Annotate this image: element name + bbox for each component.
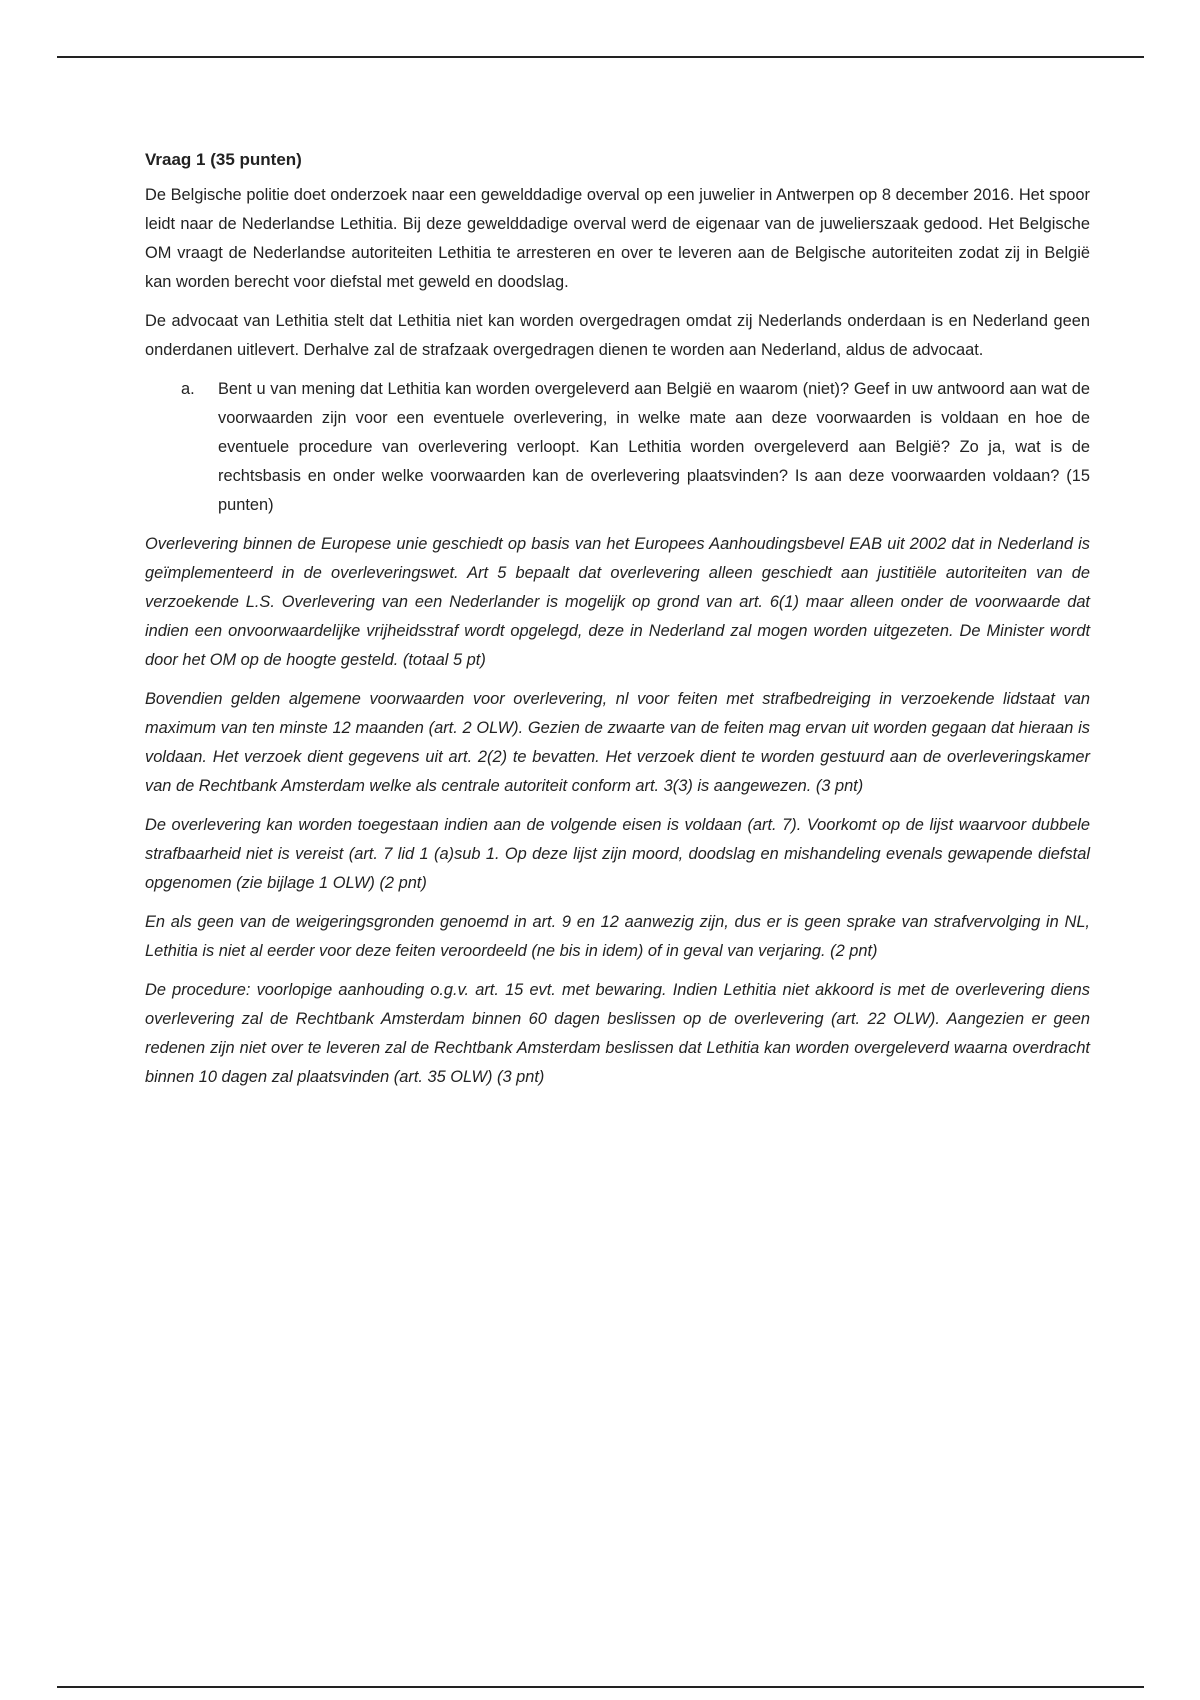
question-heading: Vraag 1 (35 punten) <box>145 150 302 169</box>
sub-question-label: a. <box>181 380 195 398</box>
sub-question-a <box>145 375 1090 520</box>
answer-paragraph-2: Bovendien gelden algemene voorwaarden voor overlevering, nl voor feiten met strafbedreiging in verzoekende lidstaat van maximum van ten minste 12 maanden (art. 2 OLW). Gezien de zwaarte van de feiten mag ervan uit worden gegaan dat hieraan is voldaan. Het verzoek dient gegevens uit art. 2(2) te bevatten. Het verzoek dient te worden gestuurd aan de overleveringskamer van de Rechtbank Amsterdam welke als centrale autoriteit conform art. 3(3) is aangewezen. (3 pnt) <box>145 690 1090 795</box>
answer-paragraph-3: De overlevering kan worden toegestaan indien aan de volgende eisen is voldaan (art. 7). Voorkomt op de lijst waarvoor dubbele strafbaarheid niet is vereist (art. 7 lid 1 (a)sub 1. Op deze lijst zijn moord, doodslag en mishandeling evenals gewapende diefstal opgenomen (zie bijlage 1 OLW) (2 pnt) <box>145 816 1090 892</box>
intro-paragraph-1: De Belgische politie doet onderzoek naar een gewelddadige overval op een juwelier in Antwerpen op 8 december 2016. Het spoor leidt naar de Nederlandse Lethitia. Bij deze gewelddadige overval werd de eigenaar van de juwelierszaak gedood. Het Belgische OM vraagt de Nederlandse autoriteiten Lethitia te arresteren en over te leveren aan de Belgische autoriteiten zodat zij in België kan worden berecht voor diefstal met geweld en doodslag. <box>145 186 1090 291</box>
answer-paragraph-4: En als geen van de weigeringsgronden genoemd in art. 9 en 12 aanwezig zijn, dus er is geen sprake van strafvervolging in NL, Lethitia is niet al eerder voor deze feiten veroordeeld (ne bis in idem) of in geval van verjaring. (2 pnt) <box>145 913 1090 960</box>
answer-paragraph-1: Overlevering binnen de Europese unie geschiedt op basis van het Europees Aanhoudingsbevel EAB uit 2002 dat in Nederland is geïmplementeerd in de overleveringswet. Art 5 bepaalt dat overlevering alleen geschiedt aan justitiële autoriteiten van de verzoekende L.S. Overlevering van een Nederlander is mogelijk op grond van art. 6(1) maar alleen onder de voorwaarde dat indien een onvoorwaardelijke vrijheidsstraf wordt opgelegd, deze in Nederland zal mogen worden uitgezeten. De Minister wordt door het OM op de hoogte gesteld. (totaal 5 pt) <box>145 535 1090 669</box>
sub-question-text: Bent u van mening dat Lethitia kan worden overgeleverd aan België en waarom (niet)? Geef in uw antwoord aan wat de voorwaarden zijn voor een eventuele overlevering, in welke mate aan deze voorwaarden is voldaan en hoe de eventuele procedure van overlevering verloopt. Kan Lethitia worden overgeleverd aan België? Zo ja, wat is de rechtsbasis en onder welke voorwaarden kan de overlevering plaatsvinden? Is aan deze voorwaarden voldaan? (15 punten) <box>218 380 1090 514</box>
intro-paragraph-2: De advocaat van Lethitia stelt dat Lethitia niet kan worden overgedragen omdat zij Nederlands onderdaan is en Nederland geen onderdanen uitlevert. Derhalve zal de strafzaak overgedragen dienen te worden aan Nederland, aldus de advocaat. <box>145 312 1090 359</box>
document-body <box>145 146 1090 1102</box>
answer-paragraph-5: De procedure: voorlopige aanhouding o.g.v. art. 15 evt. met bewaring. Indien Lethitia niet akkoord is met de overlevering diens overlevering zal de Rechtbank Amsterdam binnen 60 dagen beslissen op de overlevering (art. 22 OLW). Aangezien er geen redenen zijn niet over te leveren zal de Rechtbank Amsterdam beslissen dat Lethitia kan worden overgeleverd waarna overdracht binnen 10 dagen zal plaatsvinden (art. 35 OLW) (3 pnt) <box>145 981 1090 1086</box>
header-rule <box>57 56 1144 58</box>
footer-rule <box>57 1686 1144 1688</box>
